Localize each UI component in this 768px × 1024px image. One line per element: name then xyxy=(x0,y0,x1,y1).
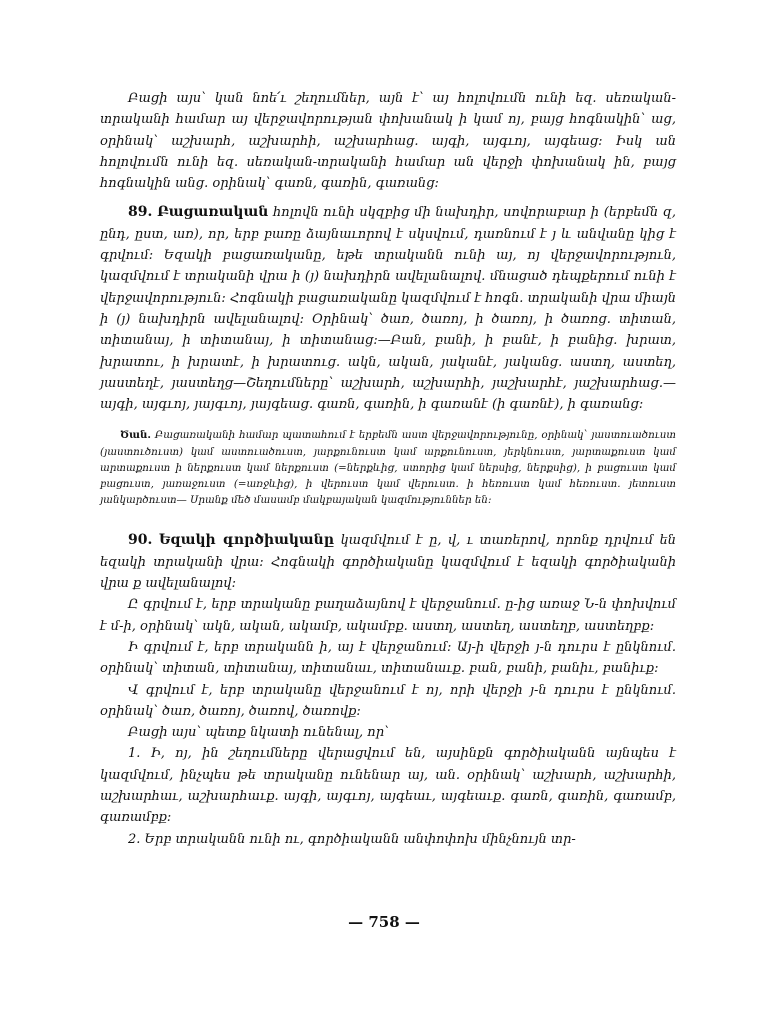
paragraph-rule-i: Ի գրվում է, երբ տրականն ի, այ է վերջանում։ Այ-ի վերջի յ-ն դուրս է ընկնում. օրինակ՝ տիտան, տիտանայ, տիտանաւ, տիտանաւք. բան, բանի, բանիւ, բանիւք։ xyxy=(100,639,676,677)
paragraph-item-2: 2. Երբ տրականն ունի ու, գործիականն անփոփոխ մինչնույն տր- xyxy=(128,831,576,847)
page-number: — 758 — xyxy=(348,913,420,931)
paragraph-rule-v: Վ գրվում է, երբ տրականը վերջանում է ոյ, որի վերջի յ-ն դուրս է ընկնում. օրինակ՝ ծառ, ծառոյ, ծառով, ծառովք։ xyxy=(100,682,676,719)
footnote-text: Բացառականի համար պատահում է երբեմն աստ վերջավորությունը, օրինակ՝ յաստուածուստ (յաստուծուստ) կամ աստուածուստ, յարքունուստ կամ արքունուստ, յերկնուստ, յարտաքուստ կամ արտաքուստ ի ներքուստ կամ ներքուստ (=ներքևից, ստորից կամ ներսից, ներքսից), ի բացուստ կամ բացուստ, յառաջուստ (=առջևից), ի վերուստ կամ վերուստ. ի հեռուստ կամ հեռուստ. յետուստ յանկարծուստ— Սրանք մեծ մասամբ մակբայական կազմություններ են։ xyxy=(100,429,676,507)
paragraph-rule-b: Ը գրվում է, երբ տրականը բաղաձայնով է վերջանում. ը-ից առաջ Ն-ն փոխվում է մ-ի, օրինակ՝ ակն, ական, ակամբ, ակամբք. աստղ, աստեղ, աստեղբ, աստեղբք։ xyxy=(100,597,676,634)
footnote-label: Ծան. xyxy=(120,429,151,442)
footnote-block xyxy=(100,427,676,508)
section-89-number: 89. xyxy=(128,204,153,221)
page-body xyxy=(100,88,676,988)
paragraph-deviations-intro: Բացի այս՝ կան նոե՛ւ շեղումներ, այն է՝ այ հոլովումն ունի եզ. սեռական-տրականի համար այ վերջավորության փոխանակ ի կամ ոյ, բայց հոգնակին՝ աց, օրինակ՝ աշխարհ, աշխարհի, աշխարհաց. այգի, այգւոյ, այգեաց։ Իսկ ան հոլովումն ունի եզ. սեռական-տրականի համար ան վերջի փոխանակ ին, բայց հոգնակին անց. օրինակ՝ գառն, գառին, գառանց։ xyxy=(100,91,676,192)
section-89-text: հոլովն ունի սկզբից մի նախդիր, սովորաբար ի (երբեմն զ, ընդ, ըստ, առ), որ, երբ բառը ձայնաւորով է սկսվում, դառնում է յ և անվանը կից է գրվում։ Եզակի բացառականը, եթե տրականն ունի այ, ոյ վերջավորություն, կազմվում է տրականի վրա ի (յ) նախդիրն ավելանալով. մնացած դեպքերում ունի է վերջավորություն։ Հոգնակի բացառականը կազմվում է հոգն. տրականի վրա միայն ի (յ) նախդիրն ավելանալով։ Օրինակ՝ ծառ, ծառոյ, ի ծառոյ, ի ծառոց. տիտան, տիտանայ, ի տիտանայ, ի տիտանաց։—Բան, բանի, ի բանէ, ի բանից. խրատ, խրատու, ի խրատէ, ի խրատուց. ակն, ական, յականէ, յականց. աստղ, աստեղ, յաստեղէ, յաստեղց—Շեղումները՝ աշխարհ, աշխարհի, յաշխարհէ, յաշխարհաց.— այգի, այգւոյ, յայգւոյ, յայգեաց. գառն, գառին, ի գառանէ (ի գառնէ), ի գառանց։ xyxy=(100,205,676,413)
section-90-term: Եզակի գործիականը xyxy=(158,532,335,549)
paragraph-item-1: 1. Ի, ոյ, ին շեղումները վերացվում են, այսինքն գործիականն այնպես է կազմվում, ինչպես թե տրականը ունենար այ, ան. օրինակ՝ աշխարհ, աշխարհի, աշխարհաւ, աշխարհաւք. այգի, այգւոյ, այգեաւ, այգեաւք. գառն, գառին, գառամբ, գառամբք։ xyxy=(100,746,676,826)
section-90-text: կազմվում է ը, վ, ւ տառերով, որոնք դրվում են եզակի տրականի վրա։ Հոգնակի գործիականը կազմվում է եզակի գործիականի վրա ք ավելանալով։ xyxy=(100,533,677,592)
section-90 xyxy=(100,530,676,594)
section-90-number: 90. xyxy=(128,532,153,549)
section-89-term: Բացառական xyxy=(157,204,269,221)
paragraph-besides: Բացի այս՝ պետք նկատի ունենալ, որ՝ xyxy=(128,725,389,741)
spacer xyxy=(100,194,676,202)
section-89 xyxy=(100,202,676,415)
